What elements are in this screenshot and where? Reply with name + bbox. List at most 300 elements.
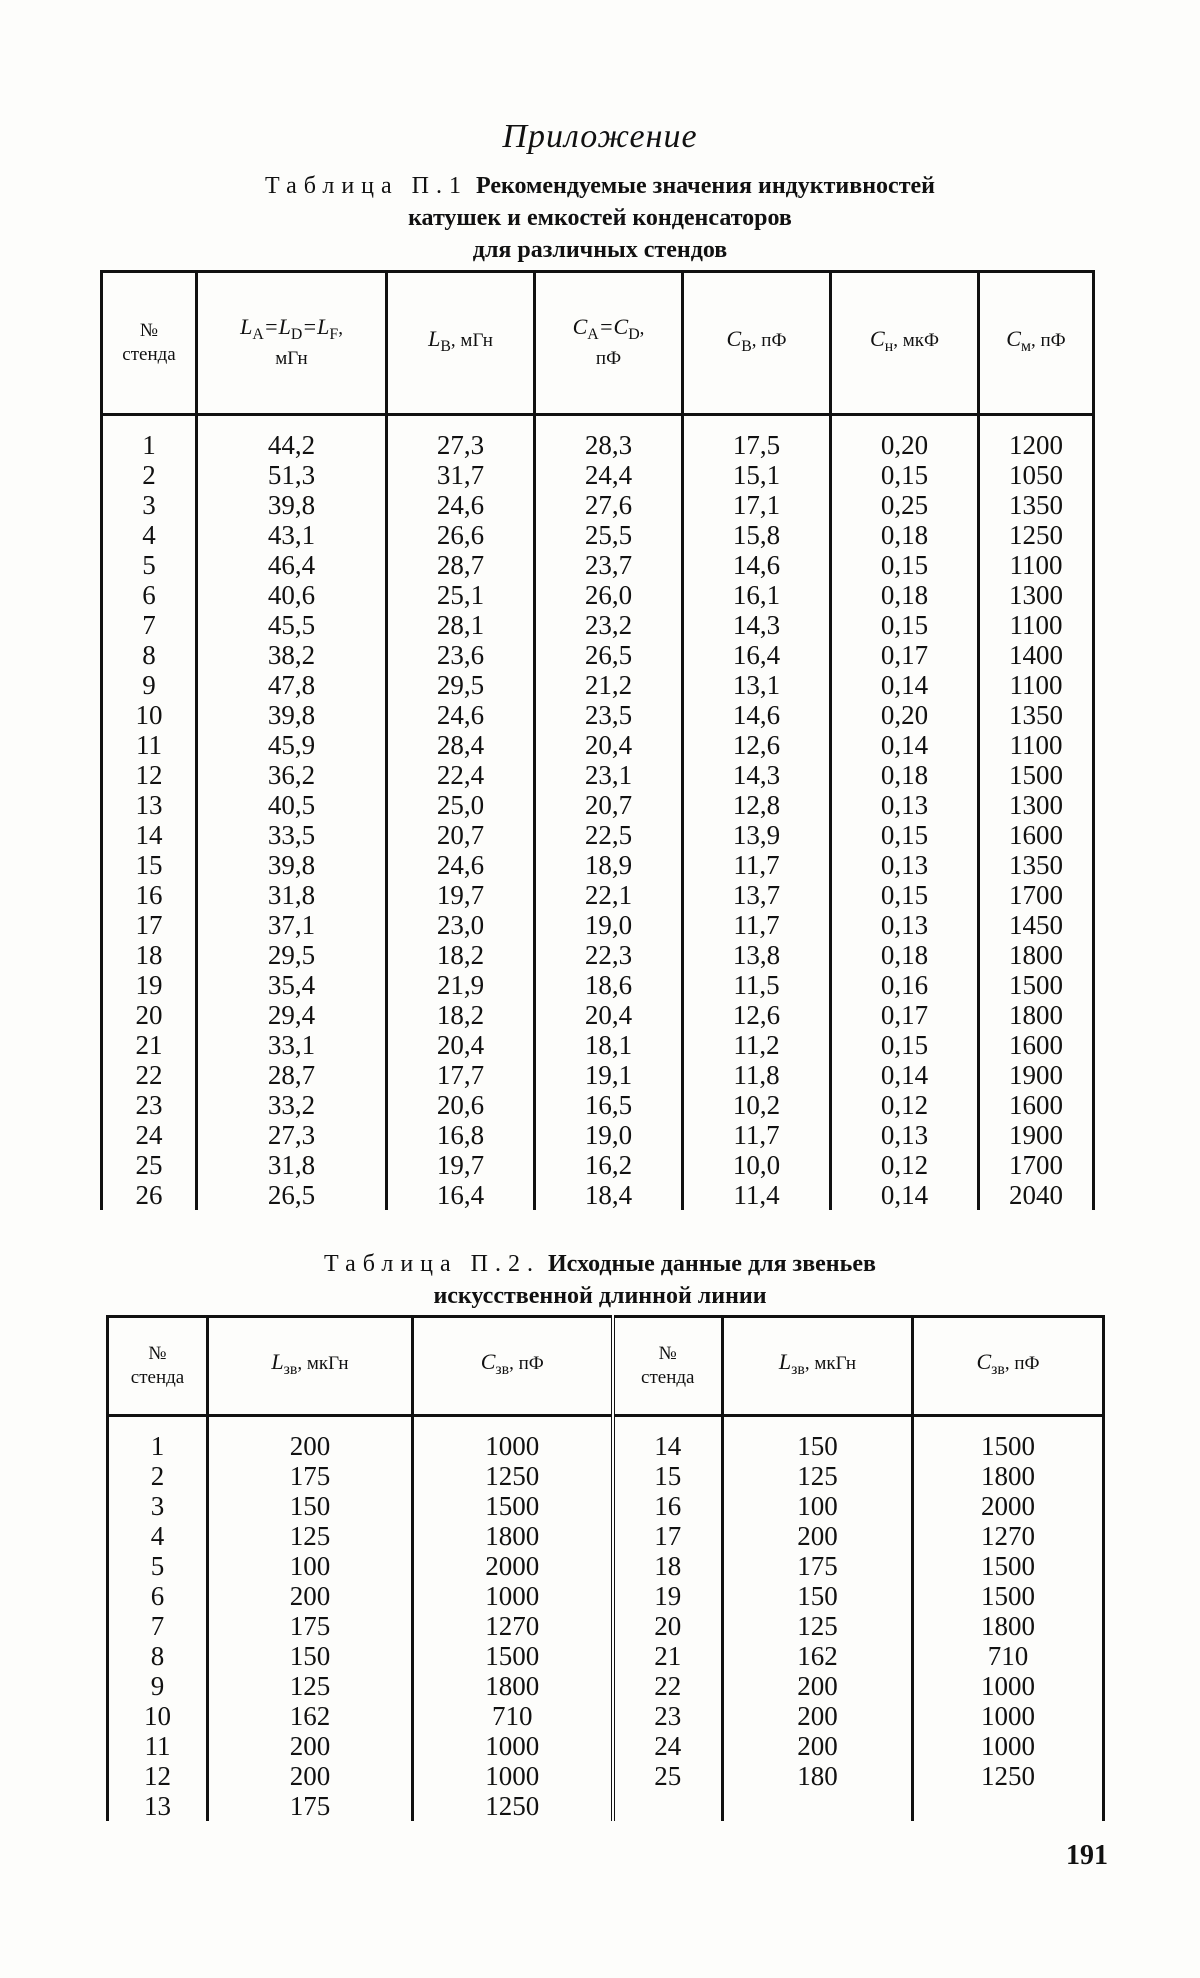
table-cell: 20,4: [535, 730, 683, 760]
table-cell: 1250: [413, 1791, 613, 1821]
table-cell: 11,7: [683, 910, 831, 940]
table-cell: 17: [102, 910, 197, 940]
table-cell: 0,25: [831, 490, 979, 520]
table-cell: 19,1: [535, 1060, 683, 1090]
table1-header-row: [102, 272, 1094, 415]
table-cell: 51,3: [197, 460, 387, 490]
table-cell: 31,8: [197, 1150, 387, 1180]
table-cell: 0,18: [831, 520, 979, 550]
table-cell: 28,7: [197, 1060, 387, 1090]
table-cell: 200: [723, 1731, 913, 1761]
table-cell: 175: [208, 1791, 413, 1821]
table-cell: 25: [613, 1761, 723, 1791]
table-cell: 0,15: [831, 820, 979, 850]
table-cell: 1270: [913, 1521, 1104, 1551]
table-cell: 13: [102, 790, 197, 820]
table-row: [108, 1551, 1104, 1581]
table-cell: 0,14: [831, 730, 979, 760]
table-row: [102, 850, 1094, 880]
table-cell: 175: [208, 1461, 413, 1491]
table-cell: 14: [102, 820, 197, 850]
table-cell: 18,2: [387, 940, 535, 970]
table-cell: 21: [613, 1641, 723, 1671]
table-cell: 1000: [913, 1671, 1104, 1701]
table-cell: 19,0: [535, 1120, 683, 1150]
table-cell: 24,6: [387, 700, 535, 730]
table-cell: 1500: [913, 1416, 1104, 1462]
table-cell: 14,6: [683, 550, 831, 580]
table-cell: 1350: [979, 700, 1094, 730]
table-cell: 100: [208, 1551, 413, 1581]
table-cell: 1300: [979, 790, 1094, 820]
table-cell: 23,2: [535, 610, 683, 640]
table-cell: 20,4: [535, 1000, 683, 1030]
table-cell: 23,7: [535, 550, 683, 580]
table-cell: 7: [102, 610, 197, 640]
table-cell: 18: [613, 1551, 723, 1581]
table-cell: 33,1: [197, 1030, 387, 1060]
table-cell: 0,13: [831, 850, 979, 880]
table-cell: [723, 1791, 913, 1821]
table-cell: 13: [108, 1791, 208, 1821]
table-cell: 1250: [413, 1461, 613, 1491]
table-cell: 25: [102, 1150, 197, 1180]
table-cell: 11,8: [683, 1060, 831, 1090]
table-cell: 35,4: [197, 970, 387, 1000]
table-cell: 17,7: [387, 1060, 535, 1090]
table-cell: 16,8: [387, 1120, 535, 1150]
table-cell: 200: [208, 1761, 413, 1791]
table-cell: 8: [108, 1641, 208, 1671]
table-cell: 3: [102, 490, 197, 520]
table-cell: 1900: [979, 1120, 1094, 1150]
table-cell: 24,6: [387, 490, 535, 520]
table-cell: 45,5: [197, 610, 387, 640]
table-cell: 13,7: [683, 880, 831, 910]
table2-header-l-left: $L_{зв}$, мкГн: [208, 1317, 413, 1416]
table1-caption: [0, 170, 1200, 266]
table-row: [102, 730, 1094, 760]
table-cell: 18: [102, 940, 197, 970]
table-cell: 17,5: [683, 415, 831, 461]
table-row: [102, 460, 1094, 490]
table2-header-l-right: $L_{зв}$, мкГн: [723, 1317, 913, 1416]
table-cell: 22: [613, 1671, 723, 1701]
table1-header-stand: № стенда: [102, 272, 197, 415]
table-cell: 28,7: [387, 550, 535, 580]
table-cell: 5: [102, 550, 197, 580]
table-cell: 200: [208, 1581, 413, 1611]
table-row: [102, 700, 1094, 730]
table-cell: 1: [108, 1416, 208, 1462]
table-cell: 19: [613, 1581, 723, 1611]
table-cell: 1270: [413, 1611, 613, 1641]
table-cell: 0,13: [831, 1120, 979, 1150]
table-cell: 26,0: [535, 580, 683, 610]
table1-header-cn: $C_н$, мкФ: [831, 272, 979, 415]
table1-header-cb: $C_B$, пФ: [683, 272, 831, 415]
table-cell: 0,15: [831, 610, 979, 640]
table2-body: [108, 1416, 1104, 1822]
table-cell: 36,2: [197, 760, 387, 790]
table-cell: 180: [723, 1761, 913, 1791]
table-row: [102, 1120, 1094, 1150]
table-cell: 150: [208, 1641, 413, 1671]
table-cell: 23: [613, 1701, 723, 1731]
table-cell: 1600: [979, 1030, 1094, 1060]
table-cell: 1900: [979, 1060, 1094, 1090]
table-cell: 5: [108, 1551, 208, 1581]
table-cell: 1800: [979, 1000, 1094, 1030]
table-cell: 6: [102, 580, 197, 610]
table-cell: 16: [102, 880, 197, 910]
table-row: [108, 1791, 1104, 1821]
table-cell: 4: [102, 520, 197, 550]
table-cell: 11,4: [683, 1180, 831, 1210]
table2-title-line2: искусственной длинной линии: [433, 1283, 767, 1309]
table-cell: 150: [723, 1416, 913, 1462]
table-cell: 1600: [979, 1090, 1094, 1120]
table1-title-line1: Рекомендуемые значения индуктивностей: [476, 173, 935, 199]
table-cell: 39,8: [197, 490, 387, 520]
table-cell: 0,20: [831, 700, 979, 730]
table-cell: 125: [723, 1611, 913, 1641]
table-row: [102, 670, 1094, 700]
table-cell: 1000: [413, 1731, 613, 1761]
table-cell: 12,6: [683, 730, 831, 760]
table1-title-line3: для различных стендов: [472, 237, 728, 263]
table-row: [102, 640, 1094, 670]
table-cell: 15,1: [683, 460, 831, 490]
table-cell: 162: [208, 1701, 413, 1731]
appendix-title: Приложение: [502, 118, 698, 155]
table-cell: 1450: [979, 910, 1094, 940]
table-cell: 26,5: [197, 1180, 387, 1210]
table-cell: 21,2: [535, 670, 683, 700]
table2-header-stand-left: № стенда: [108, 1317, 208, 1416]
table-cell: 0,16: [831, 970, 979, 1000]
table-cell: 16: [613, 1491, 723, 1521]
table-cell: [913, 1791, 1104, 1821]
table-cell: 18,2: [387, 1000, 535, 1030]
table-row: [102, 415, 1094, 461]
table-row: [102, 520, 1094, 550]
table-cell: 11: [102, 730, 197, 760]
table-cell: 10: [108, 1701, 208, 1731]
table-cell: 12: [102, 760, 197, 790]
table-cell: 10,0: [683, 1150, 831, 1180]
table-cell: 6: [108, 1581, 208, 1611]
table-cell: 1200: [979, 415, 1094, 461]
table-cell: 0,15: [831, 460, 979, 490]
table-cell: 1500: [413, 1491, 613, 1521]
table-cell: 1700: [979, 880, 1094, 910]
table-cell: 8: [102, 640, 197, 670]
table-row: [102, 880, 1094, 910]
table-cell: 40,6: [197, 580, 387, 610]
table-cell: 0,14: [831, 1180, 979, 1210]
table-cell: 9: [108, 1671, 208, 1701]
table-row: [102, 970, 1094, 1000]
table-cell: 12,6: [683, 1000, 831, 1030]
table-cell: 24: [613, 1731, 723, 1761]
table-cell: 0,14: [831, 1060, 979, 1090]
table-cell: 29,5: [387, 670, 535, 700]
table-cell: 29,5: [197, 940, 387, 970]
table-cell: 47,8: [197, 670, 387, 700]
table-cell: 20: [613, 1611, 723, 1641]
table-cell: 1000: [913, 1731, 1104, 1761]
table-cell: 23,1: [535, 760, 683, 790]
table-cell: 14,3: [683, 610, 831, 640]
table-cell: 22,1: [535, 880, 683, 910]
table2-caption: [0, 1248, 1200, 1312]
table-row: [102, 790, 1094, 820]
table-cell: 3: [108, 1491, 208, 1521]
table-row: [108, 1611, 1104, 1641]
table-cell: 39,8: [197, 850, 387, 880]
table-row: [108, 1521, 1104, 1551]
table-cell: 14: [613, 1416, 723, 1462]
table2-header-row: [108, 1317, 1104, 1416]
table-row: [102, 940, 1094, 970]
table-row: [102, 1030, 1094, 1060]
table-cell: 17: [613, 1521, 723, 1551]
table-cell: 2000: [413, 1551, 613, 1581]
table-cell: 1400: [979, 640, 1094, 670]
table-cell: 1: [102, 415, 197, 461]
table-row: [102, 1150, 1094, 1180]
table-cell: 150: [208, 1491, 413, 1521]
table-cell: 12: [108, 1761, 208, 1791]
table-cell: 43,1: [197, 520, 387, 550]
table-row: [108, 1461, 1104, 1491]
table-cell: 1700: [979, 1150, 1094, 1180]
table-cell: 1350: [979, 490, 1094, 520]
table-cell: 1100: [979, 670, 1094, 700]
table-cell: 0,13: [831, 910, 979, 940]
table-cell: 125: [723, 1461, 913, 1491]
table2-header-c-left: $C_{зв}$, пФ: [413, 1317, 613, 1416]
table-cell: 16,1: [683, 580, 831, 610]
table-cell: 14,6: [683, 700, 831, 730]
table-cell: 25,5: [535, 520, 683, 550]
page-number: 191: [1066, 1840, 1108, 1871]
table-cell: 16,5: [535, 1090, 683, 1120]
table-cell: 24: [102, 1120, 197, 1150]
table-cell: 29,4: [197, 1000, 387, 1030]
table-cell: 16,4: [387, 1180, 535, 1210]
table-cell: 0,12: [831, 1090, 979, 1120]
table2-header-c-right: $C_{зв}$, пФ: [913, 1317, 1104, 1416]
table-cell: 1500: [913, 1581, 1104, 1611]
table-cell: 21,9: [387, 970, 535, 1000]
table-cell: 11: [108, 1731, 208, 1761]
table-cell: 0,18: [831, 760, 979, 790]
table-cell: 7: [108, 1611, 208, 1641]
table-cell: 27,3: [387, 415, 535, 461]
table-cell: 125: [208, 1521, 413, 1551]
table-row: [102, 820, 1094, 850]
table-cell: 19,0: [535, 910, 683, 940]
table-cell: 18,9: [535, 850, 683, 880]
table-cell: 17,1: [683, 490, 831, 520]
table-cell: 14,3: [683, 760, 831, 790]
table-row: [102, 580, 1094, 610]
table-cell: 1800: [913, 1611, 1104, 1641]
table-cell: 710: [413, 1701, 613, 1731]
table-cell: 26,6: [387, 520, 535, 550]
table-cell: 27,3: [197, 1120, 387, 1150]
table-row: [108, 1701, 1104, 1731]
table-cell: 1300: [979, 580, 1094, 610]
table-row: [108, 1731, 1104, 1761]
table-cell: 200: [208, 1416, 413, 1462]
table-cell: 0,12: [831, 1150, 979, 1180]
table-cell: 18,6: [535, 970, 683, 1000]
table-cell: 20: [102, 1000, 197, 1030]
table-cell: 18,4: [535, 1180, 683, 1210]
table-cell: 2000: [913, 1491, 1104, 1521]
table-cell: 150: [723, 1581, 913, 1611]
table-cell: 0,13: [831, 790, 979, 820]
table-cell: 710: [913, 1641, 1104, 1671]
table-row: [102, 1180, 1094, 1210]
table-row: [108, 1416, 1104, 1462]
table-cell: 0,18: [831, 580, 979, 610]
table-cell: 1000: [913, 1701, 1104, 1731]
table-cell: 10,2: [683, 1090, 831, 1120]
table-cell: 1000: [413, 1416, 613, 1462]
table-cell: 15: [102, 850, 197, 880]
table-cell: 13,1: [683, 670, 831, 700]
table-cell: 1800: [979, 940, 1094, 970]
table-cell: 31,8: [197, 880, 387, 910]
table-cell: 23,0: [387, 910, 535, 940]
table-cell: 1800: [413, 1521, 613, 1551]
table-cell: 1000: [413, 1761, 613, 1791]
table-cell: 16,2: [535, 1150, 683, 1180]
table-row: [108, 1761, 1104, 1791]
table-cell: 1350: [979, 850, 1094, 880]
table-row: [102, 550, 1094, 580]
table-cell: 1000: [413, 1581, 613, 1611]
table1-body: [102, 415, 1094, 1211]
table-cell: 46,4: [197, 550, 387, 580]
table-cell: 200: [723, 1521, 913, 1551]
table-cell: 2: [108, 1461, 208, 1491]
table-cell: 23,5: [535, 700, 683, 730]
table-cell: 4: [108, 1521, 208, 1551]
table-cell: 2: [102, 460, 197, 490]
table-cell: 0,17: [831, 640, 979, 670]
table-cell: 15,8: [683, 520, 831, 550]
table-cell: 11,7: [683, 1120, 831, 1150]
table-cell: 1050: [979, 460, 1094, 490]
table-row: [102, 1000, 1094, 1030]
table1-title-line2: катушек и емкостей конденсаторов: [408, 205, 792, 231]
table-cell: 39,8: [197, 700, 387, 730]
table-cell: 0,15: [831, 1030, 979, 1060]
table-cell: 22: [102, 1060, 197, 1090]
table-cell: 28,3: [535, 415, 683, 461]
table1-label: Таблица П.1: [265, 173, 468, 199]
table-cell: 20,6: [387, 1090, 535, 1120]
table-cell: 1600: [979, 820, 1094, 850]
table-cell: 20,4: [387, 1030, 535, 1060]
table-cell: 200: [723, 1701, 913, 1731]
table-cell: 1250: [979, 520, 1094, 550]
table2-label: Таблица П.2.: [324, 1251, 541, 1277]
table-cell: 0,18: [831, 940, 979, 970]
table-cell: 20,7: [535, 790, 683, 820]
table-cell: 15: [613, 1461, 723, 1491]
table-row: [108, 1641, 1104, 1671]
table-cell: 22,3: [535, 940, 683, 970]
table-cell: 37,1: [197, 910, 387, 940]
table1-header-lb: $L_B$, мГн: [387, 272, 535, 415]
table-cell: 26,5: [535, 640, 683, 670]
table1: [100, 270, 1095, 1210]
table-cell: 24,4: [535, 460, 683, 490]
table-cell: 1800: [413, 1671, 613, 1701]
table-cell: 45,9: [197, 730, 387, 760]
table-cell: 11,5: [683, 970, 831, 1000]
table-cell: 28,1: [387, 610, 535, 640]
table-row: [102, 610, 1094, 640]
table-cell: 2040: [979, 1180, 1094, 1210]
table-cell: 13,9: [683, 820, 831, 850]
table-row: [102, 1060, 1094, 1090]
table-cell: 0,15: [831, 880, 979, 910]
table-cell: 25,1: [387, 580, 535, 610]
table-cell: 1100: [979, 550, 1094, 580]
table-cell: 23: [102, 1090, 197, 1120]
table-cell: 10: [102, 700, 197, 730]
table-row: [102, 1090, 1094, 1120]
table-cell: 28,4: [387, 730, 535, 760]
table-cell: 12,8: [683, 790, 831, 820]
table-row: [108, 1671, 1104, 1701]
table2-header-stand-right: № стенда: [613, 1317, 723, 1416]
table-cell: 31,7: [387, 460, 535, 490]
table-cell: 125: [208, 1671, 413, 1701]
table1-header-ca: $C_A=C_D$, пФ: [535, 272, 683, 415]
table-cell: 24,6: [387, 850, 535, 880]
table-cell: 1250: [913, 1761, 1104, 1791]
table-cell: 1800: [913, 1461, 1104, 1491]
table-cell: 1500: [913, 1551, 1104, 1581]
table-cell: 1100: [979, 610, 1094, 640]
table-cell: 33,2: [197, 1090, 387, 1120]
table-cell: 22,5: [535, 820, 683, 850]
table-cell: [613, 1791, 723, 1821]
table-cell: 20,7: [387, 820, 535, 850]
table-cell: 0,15: [831, 550, 979, 580]
table-cell: 13,8: [683, 940, 831, 970]
table1-header-la: $L_A=L_D=L_F$, мГн: [197, 272, 387, 415]
table-cell: 19,7: [387, 880, 535, 910]
table-cell: 0,20: [831, 415, 979, 461]
table-cell: 38,2: [197, 640, 387, 670]
table-cell: 200: [723, 1671, 913, 1701]
table-cell: 175: [723, 1551, 913, 1581]
table-cell: 19: [102, 970, 197, 1000]
table-cell: 21: [102, 1030, 197, 1060]
table-cell: 162: [723, 1641, 913, 1671]
table-cell: 11,7: [683, 850, 831, 880]
table-cell: 1500: [979, 760, 1094, 790]
